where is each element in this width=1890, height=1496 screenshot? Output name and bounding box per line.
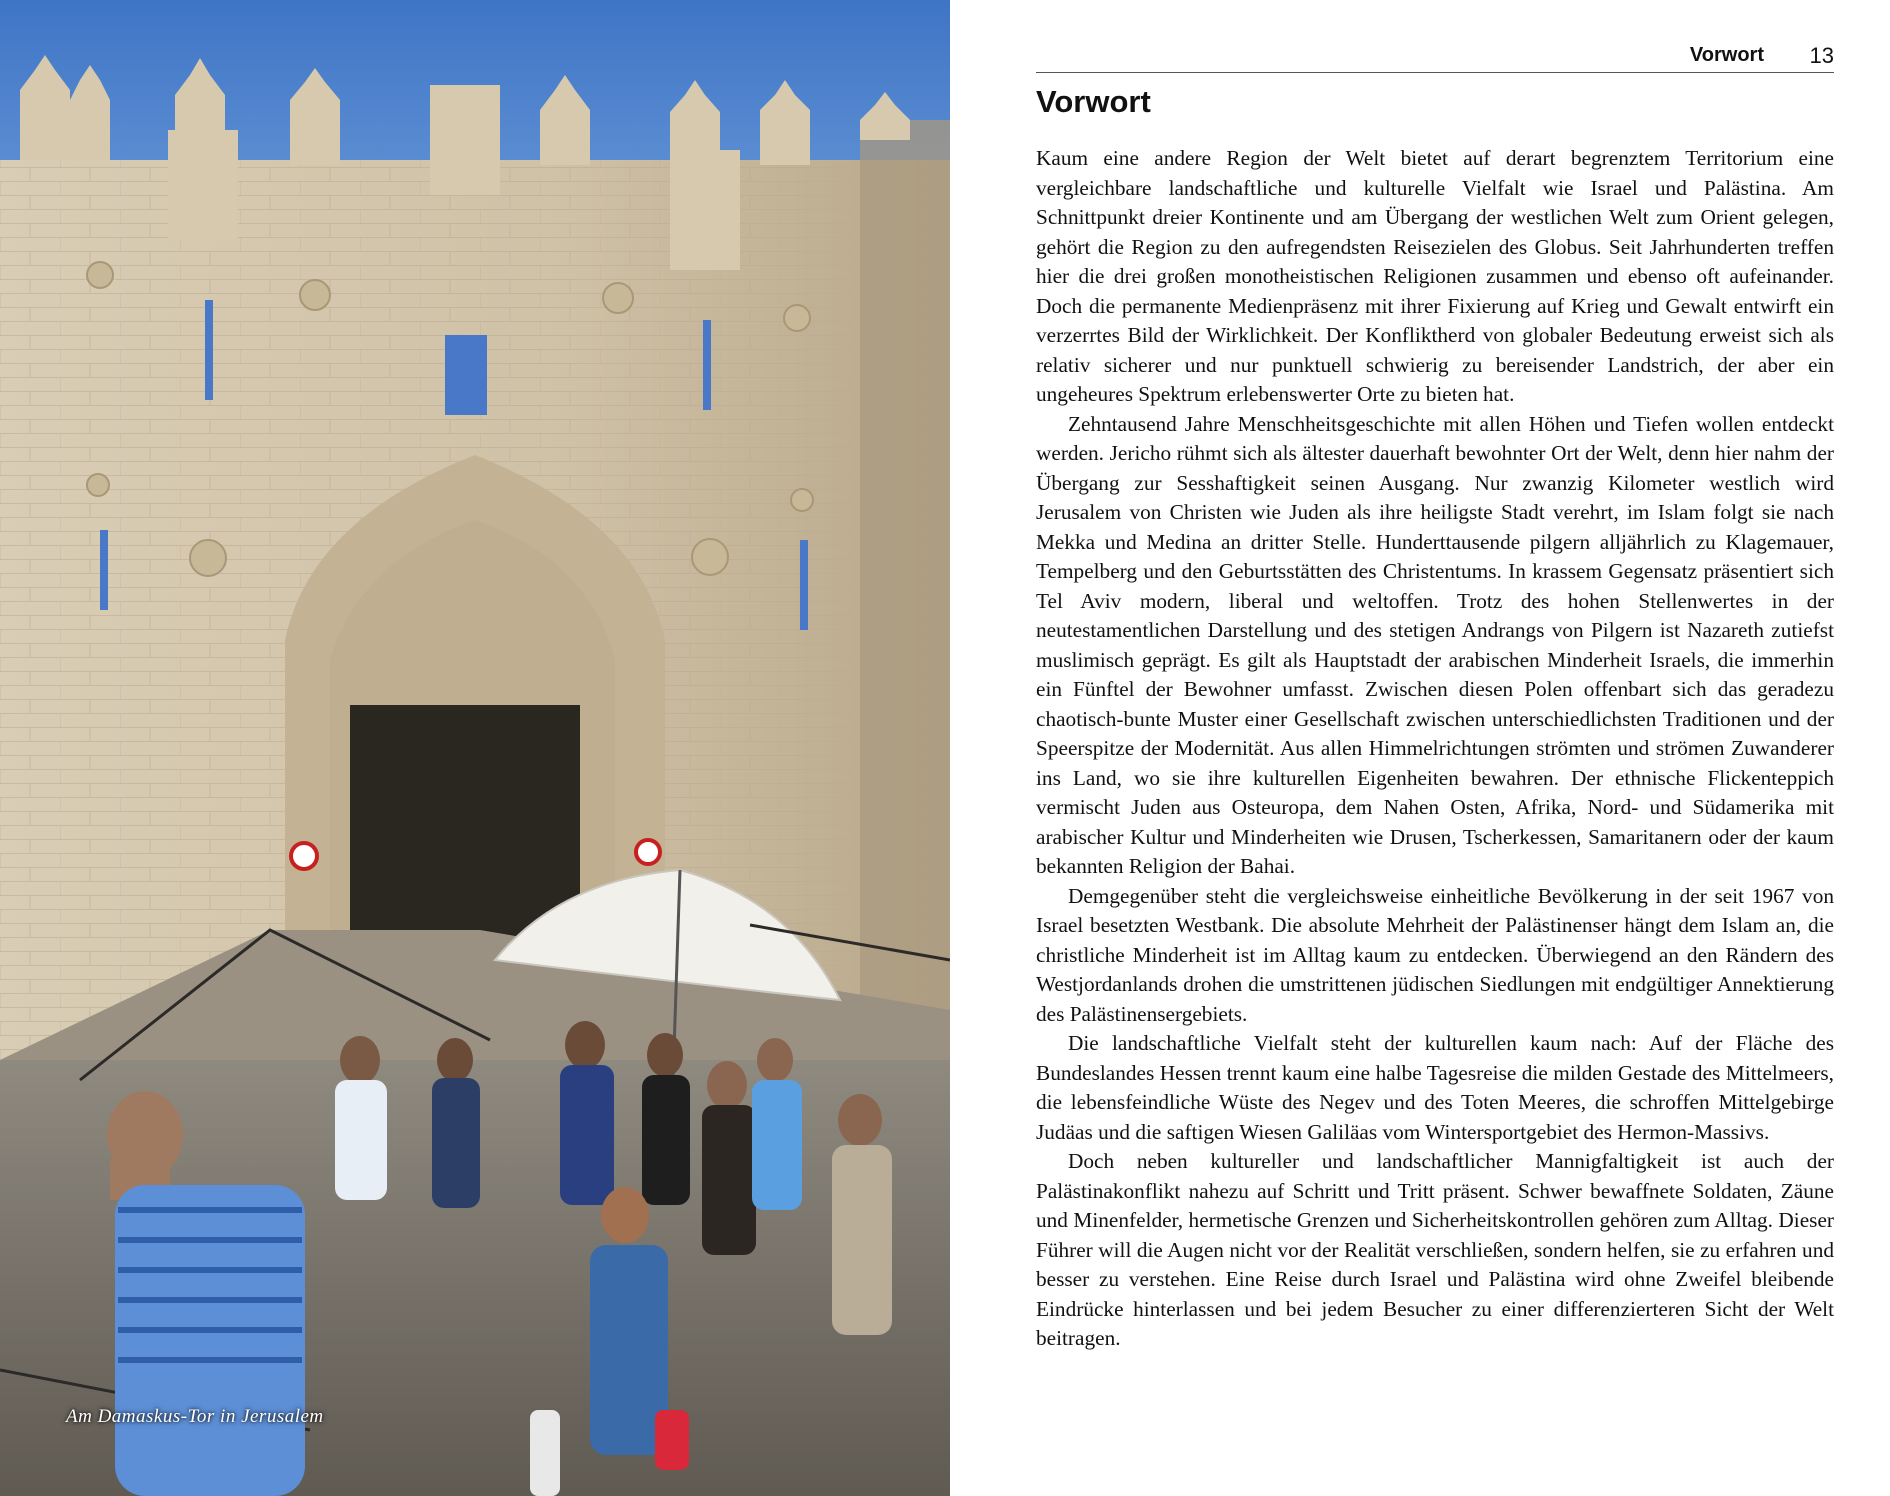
text-page	[1036, 0, 1834, 1496]
photo-caption: Am Damaskus-Tor in Jerusalem	[66, 1406, 324, 1427]
paragraph: Demgegenüber steht die vergleichsweise einheitliche Bevölkerung in der seit 1967 von Israel besetzten Westbank. Die absolute Mehrheit der Palästinenser hängt dem Islam an, die christliche Minderheit ist im Alltag kaum zu entdecken. Überwiegend an den Rändern des Westjordanlands drohen die umstrittenen jüdischen Siedlungen mit endgültiger Annektierung des Palästinensergebiets.	[1036, 883, 1834, 1026]
chapter-heading: Vorwort	[1036, 84, 1151, 119]
running-head-title: Vorwort	[1689, 44, 1764, 66]
paragraph: Die landschaftliche Vielfalt steht der kulturellen kaum nach: Auf der Fläche des Bundeslandes Hessen trennt kaum eine halbe Tagesreise die milden Gestade des Mittelmeers, die lebensfeindliche Wüste des Negev und des Toten Meeres, die schroffen Mittelgebirge Judäas und die saftigen Wiesen Galiläas vom Wintersportgebiet des Hermon-Massivs.	[1036, 1031, 1834, 1144]
paragraph: Kaum eine andere Region der Welt bietet auf derart begrenztem Territorium eine vergleichbare landschaftliche und kulturelle Vielfalt wie Israel und Palästina. Am Schnittpunkt dreier Kontinente und am Übergang der westlichen Welt zum Orient gelegen, gehört die Region zu den aufregendsten Reisezielen des Globus. Seit Jahrhunderten treffen hier die drei großen monotheistischen Religionen zusammen und ebenso oft aufeinander. Doch die permanente Medienpräsenz mit ihrer Fixierung auf Krieg und Gewalt entwirft ein verzerrtes Bild der Wirklichkeit. Der Konfliktherd von globaler Bedeutung erweist sich als relativ sicherer und nur punktuell schwierig zu bereisender Landstrich, der aber ein ungeheures Spektrum erlebenswerter Orte zu bieten hat.	[1036, 146, 1834, 406]
body-text	[1036, 144, 1834, 1354]
paragraph: Zehntausend Jahre Menschheitsgeschichte mit allen Höhen und Tiefen wollen entdeckt werden. Jericho rühmt sich als ältester dauerhaft bewohnter Ort der Welt, denn hier nahm der Übergang zur Sesshaftigkeit seinen Ausgang. Nur zwanzig Kilometer westlich wird Jerusalem von Christen wie Juden als ihre heiligste Stadt verehrt, im Islam folgt sie nach Mekka und Medina an dritter Stelle. Hunderttausende pilgern alljährlich zu Klagemauer, Tempelberg und den Geburtsstätten des Christentums. In krassem Gegensatz präsentiert sich Tel Aviv modern, liberal und weltoffen. Trotz des hohen Stellenwertes in der neutestamentlichen Darstellung und des stetigen Andrangs von Pilgern ist Nazareth zutiefst muslimisch geprägt. Es gilt als Hauptstadt der arabischen Minderheit Israels, die immerhin ein Fünftel der Bewohner umfasst. Zwischen diesen Polen offenbart sich das geradezu chaotisch-bunte Muster einer Gesellschaft zwischen unterschiedlichsten Traditionen und der Speerspitze der Modernität. Aus allen Himmelrichtungen strömten und strömen Zuwanderer ins Land, wo sie ihre kulturellen Eigenheiten bewahren. Der ethnische Flickenteppich vermischt Juden aus Osteuropa, dem Nahen Osten, Afrika, Nord- und Südamerika mit arabischer Kultur und Minderheiten wie Drusen, Tscherkessen, Samaritanern oder der kaum bekannten Religion der Bahai.	[1036, 411, 1834, 878]
page-number: 13	[1809, 43, 1834, 68]
running-head	[1036, 44, 1834, 73]
paragraph: Doch neben kultureller und landschaftlicher Mannigfaltigkeit ist auch der Palästinakonflikt nahezu auf Schritt und Tritt präsent. Schwer bewaffnete Soldaten, Zäune und Minenfelder, hermetische Grenzen und Sicherheitskontrollen gehören zum Alltag. Dieser Führer will die Augen nicht vor der Realität verschließen, sondern helfen, sie zu erfahren und besser zu verstehen. Eine Reise durch Israel und Palästina wird ohne Zweifel bleibende Eindrücke hinterlassen und bei jedem Besucher zu einer differenzierteren Sicht der Welt beitragen.	[1036, 1149, 1834, 1350]
